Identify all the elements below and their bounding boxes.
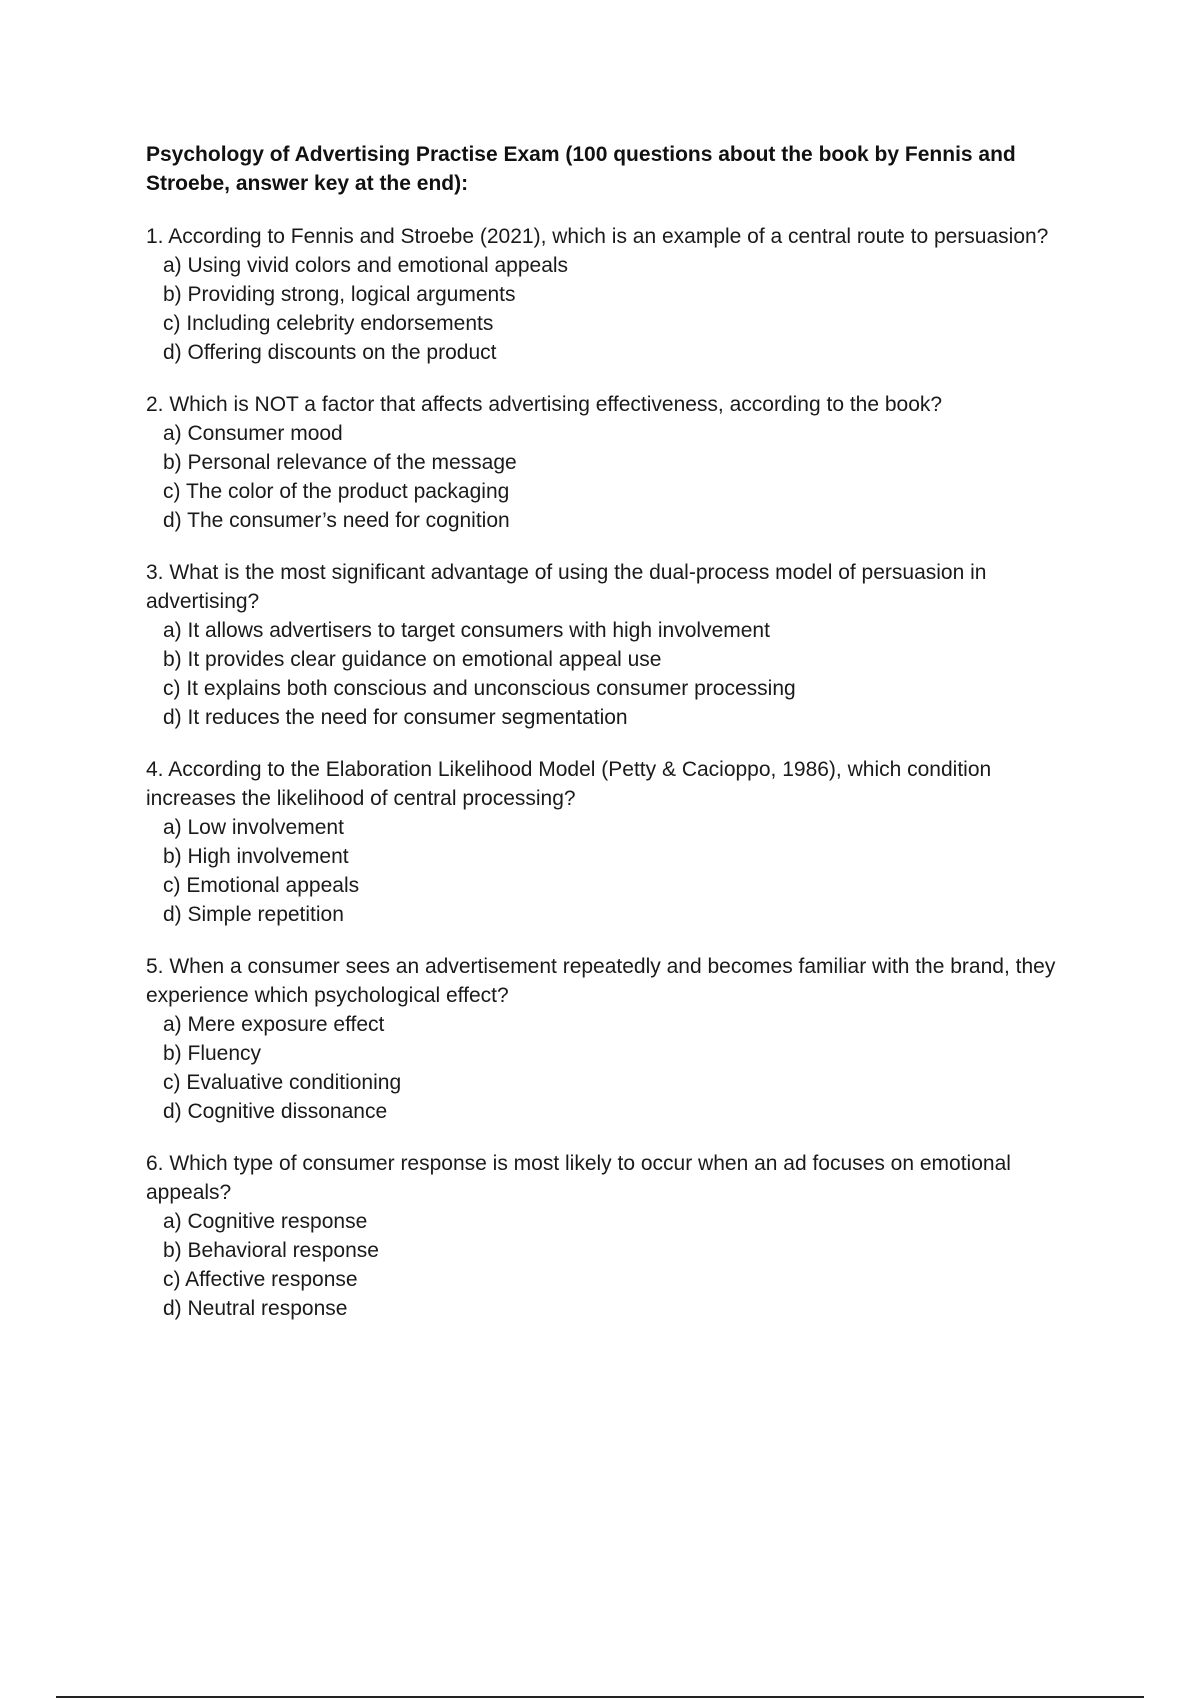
answer-option-b: b) Fluency	[163, 1042, 262, 1065]
answer-option-d: d) Cognitive dissonance	[163, 1100, 388, 1123]
answer-option-a: a) Cognitive response	[163, 1210, 368, 1233]
question-text: 5. When a consumer sees an advertisement repeatedly and becomes familiar with the brand, they experience which psychological effect?	[146, 955, 1056, 1007]
answer-option-d: d) It reduces the need for consumer segmentation	[163, 706, 628, 729]
answer-option-d: d) The consumer’s need for cognition	[163, 509, 510, 532]
question-block-1	[146, 222, 1076, 367]
answer-options	[146, 813, 1076, 929]
document-page	[146, 140, 1076, 1346]
answer-option-d: d) Neutral response	[163, 1297, 348, 1320]
question-text: 2. Which is NOT a factor that affects advertising effectiveness, according to the book?	[146, 393, 943, 416]
question-block-2	[146, 390, 1076, 535]
answer-option-a: a) Mere exposure effect	[163, 1013, 385, 1036]
page-bottom-divider	[56, 1696, 1144, 1698]
answer-options	[146, 1207, 1076, 1323]
answer-option-a: a) Consumer mood	[163, 422, 343, 445]
question-text: 1. According to Fennis and Stroebe (2021), which is an example of a central route to persuasion?	[146, 225, 1049, 248]
answer-option-b: b) It provides clear guidance on emotional appeal use	[163, 648, 662, 671]
question-text: 4. According to the Elaboration Likelihood Model (Petty & Cacioppo, 1986), which condition increases the likelihood of central processing?	[146, 758, 992, 810]
answer-option-c: c) Evaluative conditioning	[163, 1071, 402, 1094]
answer-option-d: d) Offering discounts on the product	[163, 341, 497, 364]
question-block-3	[146, 558, 1076, 732]
question-block-6	[146, 1149, 1076, 1323]
answer-option-b: b) Behavioral response	[163, 1239, 379, 1262]
document-title: Psychology of Advertising Practise Exam (100 questions about the book by Fennis and Stroebe, answer key at the end):	[146, 143, 1016, 195]
question-text: 6. Which type of consumer response is most likely to occur when an ad focuses on emotional appeals?	[146, 1152, 1011, 1204]
answer-option-a: a) Using vivid colors and emotional appeals	[163, 254, 569, 277]
answer-option-a: a) Low involvement	[163, 816, 344, 839]
question-block-4	[146, 755, 1076, 929]
answer-option-c: c) Including celebrity endorsements	[163, 312, 494, 335]
answer-options	[146, 251, 1076, 367]
answer-options	[146, 1010, 1076, 1126]
answer-option-b: b) Providing strong, logical arguments	[163, 283, 516, 306]
answer-option-b: b) High involvement	[163, 845, 349, 868]
answer-option-c: c) The color of the product packaging	[163, 480, 510, 503]
answer-option-c: c) Emotional appeals	[163, 874, 360, 897]
question-block-5	[146, 952, 1076, 1126]
answer-option-b: b) Personal relevance of the message	[163, 451, 517, 474]
answer-options	[146, 419, 1076, 535]
answer-options	[146, 616, 1076, 732]
answer-option-c: c) Affective response	[163, 1268, 358, 1291]
answer-option-c: c) It explains both conscious and unconscious consumer processing	[163, 677, 796, 700]
answer-option-d: d) Simple repetition	[163, 903, 344, 926]
answer-option-a: a) It allows advertisers to target consumers with high involvement	[163, 619, 770, 642]
question-text: 3. What is the most significant advantage of using the dual-process model of persuasion in advertising?	[146, 561, 987, 613]
